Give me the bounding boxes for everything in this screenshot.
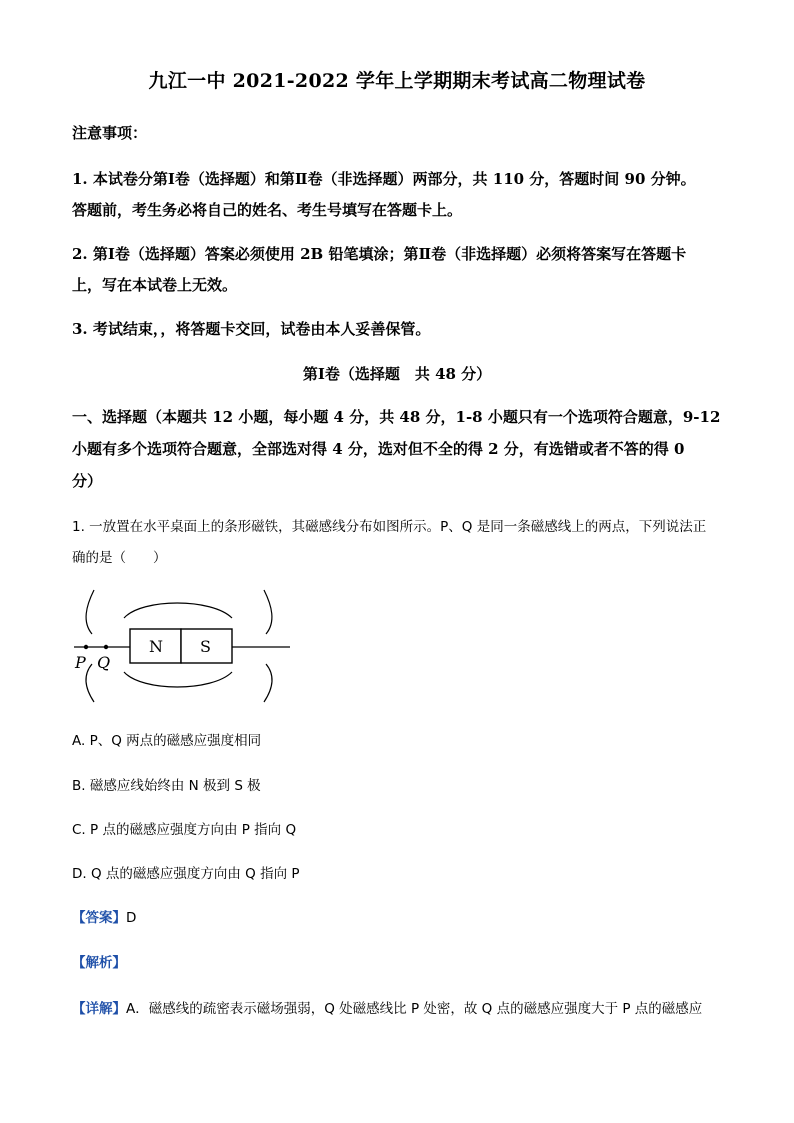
question1-option-b: B. 磁感应线始终由 N 极到 S 极: [72, 778, 261, 794]
field-line-bottom-right: [264, 664, 272, 702]
detail-text: A．磁感线的疏密表示磁场强弱，Q 处磁感线比 P 处密，故 Q 点的磁感应强度大于 P 点的磁感应: [126, 1001, 703, 1017]
question1-option-a: A. P、Q 两点的磁感应强度相同: [72, 733, 262, 749]
answer-tag: 【答案】: [72, 910, 126, 926]
magnet-north-label: N: [149, 637, 163, 656]
answer-line: [72, 906, 136, 926]
point-p-label: P: [75, 653, 86, 672]
field-line-top-right: [264, 590, 272, 634]
bar-magnet-figure: [72, 588, 297, 704]
question1-option-c: C. P 点的磁感应强度方向由 P 指向 Q: [72, 822, 297, 838]
point-p: [84, 645, 88, 649]
notice-1-line1: 1. 本试卷分第Ⅰ卷（选择题）和第Ⅱ卷（非选择题）两部分，共 110 分，答题时间 90 分钟。: [72, 170, 696, 188]
field-line-top-left: [86, 590, 94, 634]
magnet-south-label: S: [200, 637, 211, 656]
field-line-bottom-left: [86, 664, 94, 702]
detail-tag: 【详解】: [72, 1001, 126, 1017]
section1-line1: 一、选择题（本题共 12 小题，每小题 4 分，共 48 分，1-8 小题只有一个选项符合题意，9-12: [72, 408, 721, 426]
notice-heading: 注意事项：: [72, 124, 148, 142]
field-line-bottom-loop: [124, 672, 232, 687]
section1-line2: 小题有多个选项符合题意，全部选对得 4 分，选对但不全的得 2 分，有选错或者不答的得 0: [72, 440, 685, 458]
question1-stem-line2: 确的是（ ）: [72, 550, 167, 566]
point-q: [104, 645, 108, 649]
notice-2-line2: 上，写在本试卷上无效。: [72, 276, 238, 294]
exam-title: 九江一中 2021-2022 学年上学期期末考试高二物理试卷: [148, 70, 646, 92]
part1-title: 第Ⅰ卷（选择题 共 48 分）: [302, 365, 492, 383]
notice-2-line1: 2. 第Ⅰ卷（选择题）答案必须使用 2B 铅笔填涂；第Ⅱ卷（非选择题）必须将答案写在答题卡: [72, 245, 687, 263]
analysis-line: [72, 951, 126, 971]
field-line-top-loop: [124, 603, 232, 618]
notice-1-line2: 答题前，考生务必将自己的姓名、考生号填写在答题卡上。: [72, 201, 463, 219]
notice-3: 3. 考试结束，，将答题卡交回，试卷由本人妥善保管。: [72, 320, 431, 338]
question1-option-d: D. Q 点的磁感应强度方向由 Q 指向 P: [72, 866, 300, 882]
section1-line3: 分）: [72, 472, 103, 490]
analysis-tag: 【解析】: [72, 955, 126, 971]
answer-value: D: [126, 910, 137, 926]
question1-stem-line1: 1. 一放置在水平桌面上的条形磁铁，其磁感线分布如图所示。P、Q 是同一条磁感线上的两点，下列说法正: [72, 519, 707, 535]
point-q-label: Q: [97, 653, 111, 672]
detail-line: [72, 997, 702, 1017]
